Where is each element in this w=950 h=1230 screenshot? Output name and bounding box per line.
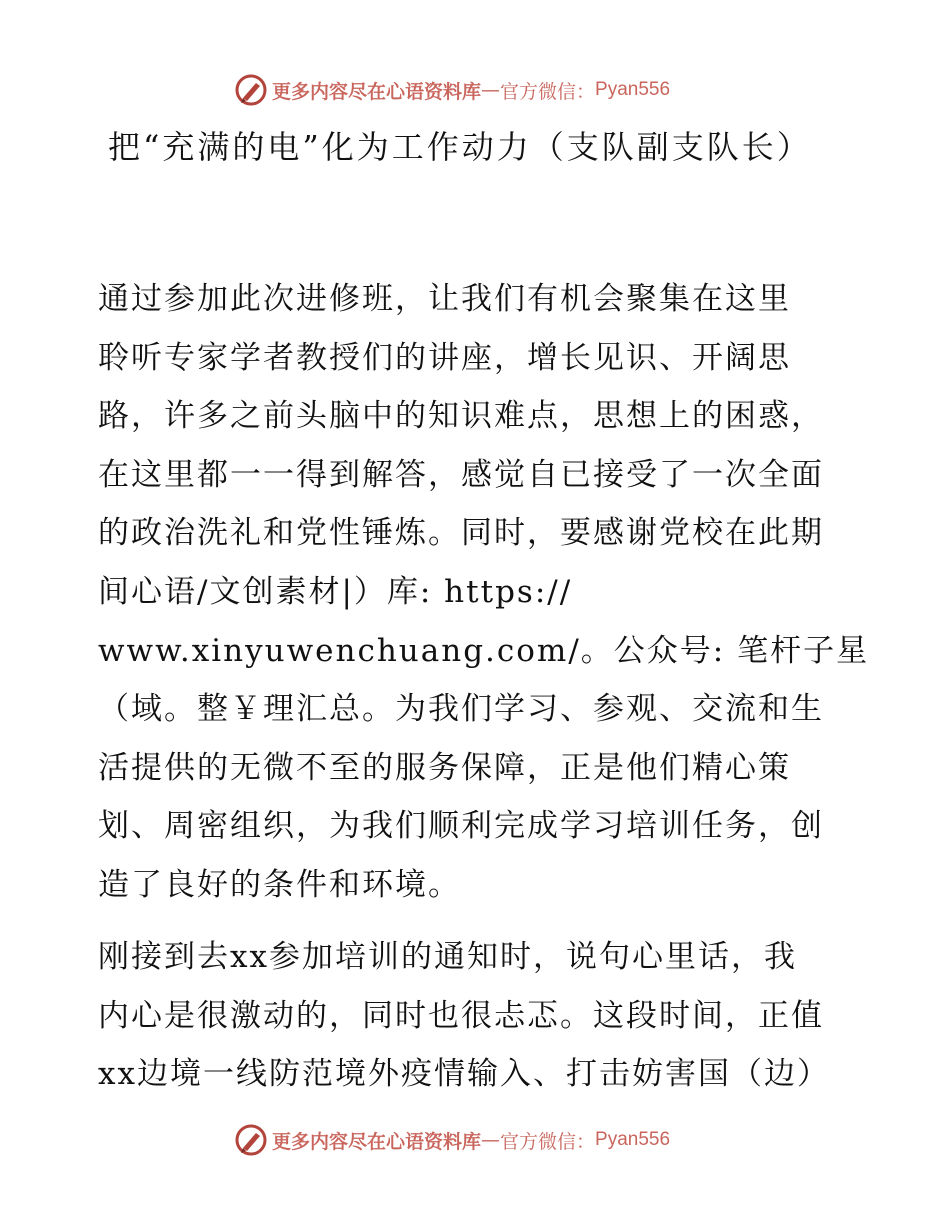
watermark-wechat-id: Pyan556 [595,1129,671,1150]
watermark-separator: — [481,79,501,101]
watermark-wechat-id: Pyan556 [595,79,671,100]
footer-watermark [234,1122,670,1158]
watermark-main-text: 更多内容尽在心语资料库 [272,1130,482,1153]
paragraph-line: www.xinyuwenchuang.com/。公众号: 笔杆子星 [98,632,870,669]
paragraph-line: 造了良好的条件和环境。 [98,866,461,903]
paragraph-line: 聆听专家学者教授们的讲座，增长见识、开阔思 [98,339,791,376]
paragraph-line: 在这里都一一得到解答，感觉自已接受了一次全面 [98,456,824,493]
paragraph-line: 划、周密组织，为我们顺利完成学习培训任务，创 [98,808,824,845]
paragraph-line: 内心是很激动的，同时也很忐忑。这段时间，正值 [98,997,824,1034]
paragraph-2 [98,928,850,1104]
watermark-separator: — [481,1129,501,1151]
paragraph-1 [98,270,870,915]
paragraph-line: （域。整￥理汇总。为我们学习、参观、交流和生 [98,691,824,728]
pen-logo-icon [234,1123,268,1157]
watermark-main-text: 更多内容尽在心语资料库 [272,80,482,103]
paragraph-line: 间心语/文创素材|）库: https:// [98,573,573,610]
header-watermark [234,72,670,108]
watermark-label: 官方微信： [500,1130,596,1153]
paragraph-line: 通过参加此次进修班，让我们有机会聚集在这里 [98,281,791,317]
document-title: 把“充满的电”化为工作动力（支队副支队长） [108,128,812,166]
watermark-label: 官方微信： [500,80,596,103]
paragraph-line: 刚接到去xx参加培训的通知时，说句心里话，我 [98,939,797,975]
paragraph-line: xx边境一线防范境外疫情输入、打击妨害国（边） [98,1056,830,1093]
paragraph-line: 路，许多之前头脑中的知识难点，思想上的困惑， [98,398,824,435]
paragraph-line: 活提供的无微不至的服务保障，正是他们精心策 [98,749,791,786]
pen-logo-icon [234,73,268,107]
paragraph-line: 的政治洗礼和党性锤炼。同时，要感谢党校在此期 [98,515,824,552]
